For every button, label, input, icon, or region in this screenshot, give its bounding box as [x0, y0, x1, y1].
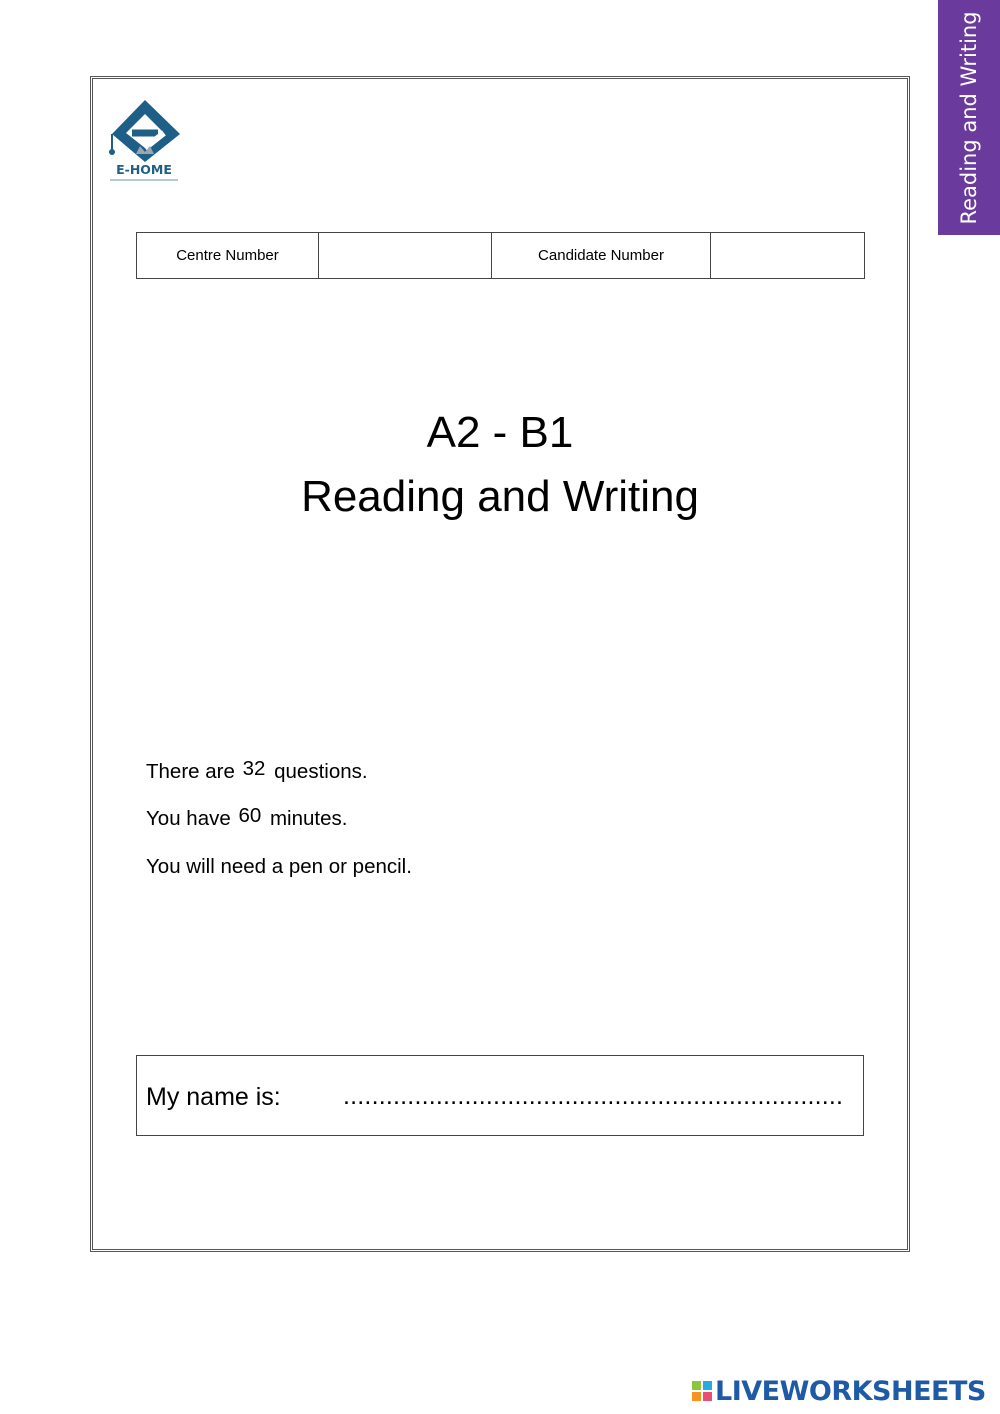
materials-line: You will need a pen or pencil.: [146, 855, 412, 878]
time-line: [146, 804, 348, 831]
name-label: My name is:: [146, 1083, 281, 1111]
logo-text: E-HOME: [116, 162, 172, 177]
candidate-number-field[interactable]: [711, 233, 865, 279]
centre-number-field[interactable]: [319, 233, 492, 279]
side-tab-label: Reading and Writing: [957, 10, 981, 225]
liveworksheets-logo-icon: [692, 1381, 712, 1401]
time-prefix: You have: [146, 807, 231, 830]
name-field[interactable]: ......................................................................: [343, 1082, 844, 1110]
logo-tagline: [110, 179, 178, 181]
liveworksheets-brand: [692, 1376, 986, 1406]
question-count-line: [146, 757, 368, 784]
liveworksheets-text: LIVEWORKSHEETS: [715, 1375, 986, 1407]
name-box: [136, 1055, 864, 1136]
time-minutes: 60: [238, 804, 262, 827]
level-title: A2 - B1: [426, 408, 574, 457]
id-fields-table: [136, 232, 865, 279]
side-tab: [938, 0, 1000, 235]
candidate-number-label: Candidate Number: [492, 233, 711, 279]
question-count: 32: [242, 757, 266, 780]
time-suffix: minutes.: [269, 807, 348, 830]
question-count-prefix: There are: [146, 760, 235, 783]
subject-title: Reading and Writing: [301, 472, 699, 521]
question-count-suffix: questions.: [274, 760, 368, 783]
centre-number-label: Centre Number: [137, 233, 319, 279]
